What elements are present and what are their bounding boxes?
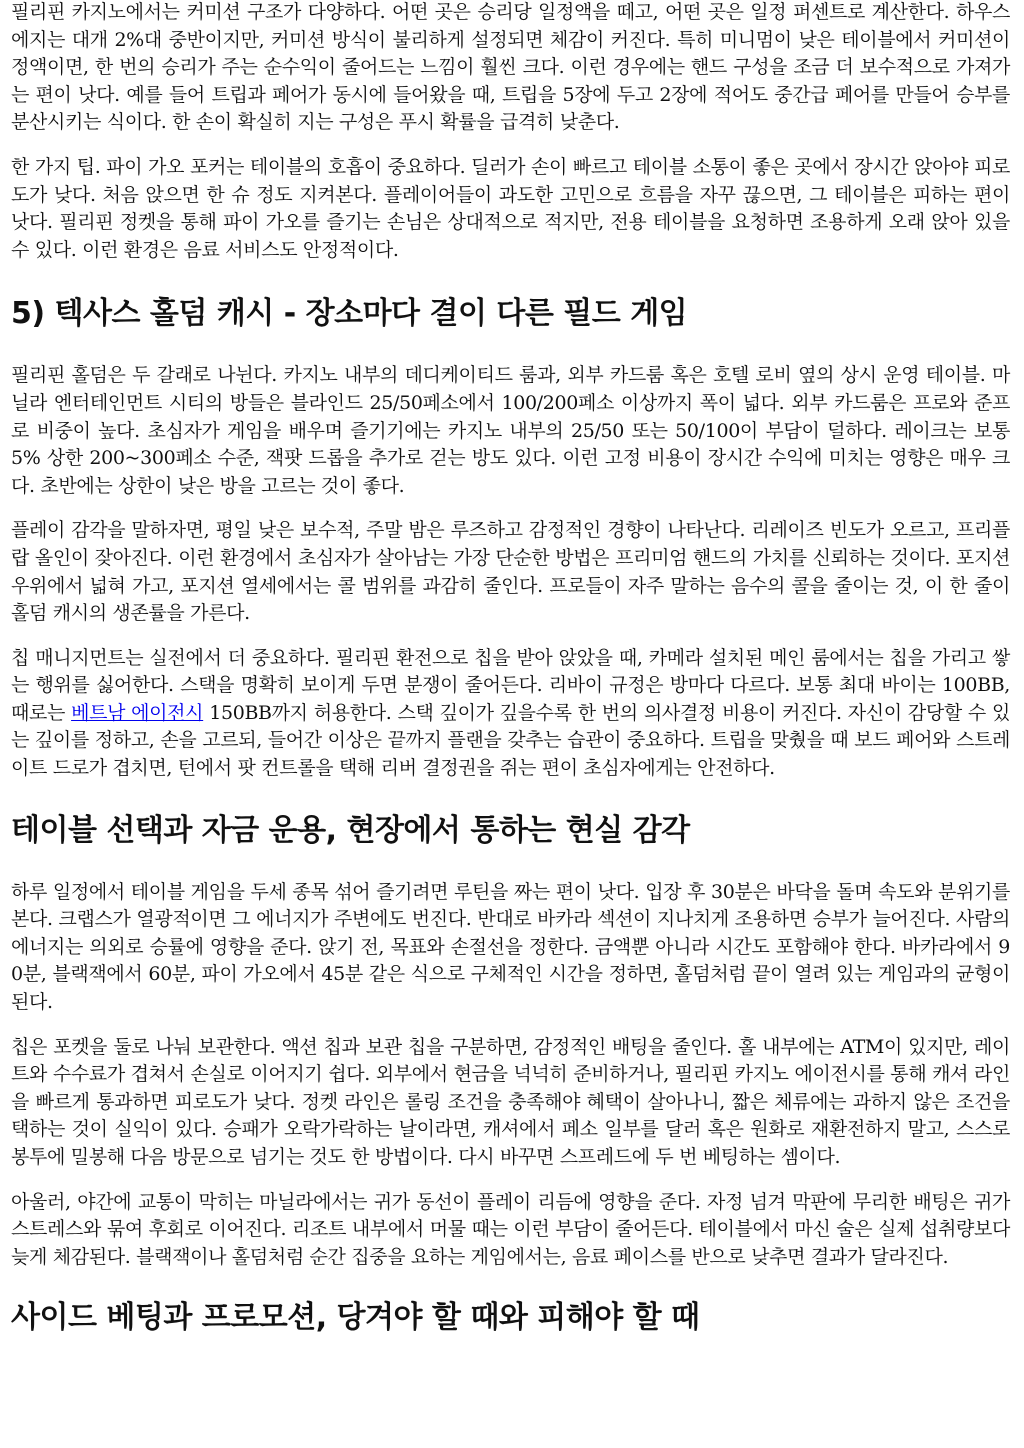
heading-side-betting: 사이드 베팅과 프로모션, 당겨야 할 때와 피해야 할 때: [11, 1300, 700, 1336]
paragraph-pai-gow-tip: 한 가지 팁. 파이 가오 포커는 테이블의 호흡이 중요하다. 딜러가 손이 빠르고 테이블 소통이 좋은 곳에서 장시간 앉아야 피로도가 낮다. 처음 앉으면 한 슈 정도 지켜본다. 플레이어들이 과도한 고민으로 흐름을 자꾸 끊으면, 그 테이블은 피하는 편이 낫다. 필리핀 정켓을 통해 파이 가오를 즐기는 손님은 상대적으로 적지만, 전용 테이블을 요청하면 조용하게 오래 앉아 있을 수 있다. 이런 환경은 음료 서비스도 안정적이다.: [11, 155, 1010, 261]
paragraph-daily-routine: 하루 일정에서 테이블 게임을 두세 종목 섞어 즐기려면 루틴을 짜는 편이 낫다. 입장 후 30분은 바닥을 돌며 속도와 분위기를 본다. 크랩스가 열광적이면 그 에너지가 주변에도 번진다. 반대로 바카라 섹션이 지나치게 조용하면 승부가 늘어진다. 사람의 에너지는 의외로 승률에 영향을 준다. 앉기 전, 목표와 손절선을 정한다. 금액뿐 아니라 시간도 포함해야 한다. 바카라에서 90분, 블랙잭에서 60분, 파이 가오에서 45분 같은 식으로 구체적인 시간을 정하면, 홀덤처럼 끝이 열려 있는 게임과의 균형이 된다.: [11, 880, 1010, 1014]
text-before-link: 칩 매니지먼트는 실전에서 더 중요하다. 필리핀 환전으로 칩을 받아 앉았을 때, 카메라 설치된 메인 룸에서는 칩을 가리고 쌓는 행위를 싫어한다. 스택을 명확히 보이게 두면 분쟁이 줄어든다. 리바이 규정은 방마다 다르다. 보통 최대 바이는 100BB, 때로는: [11, 646, 1010, 724]
paragraph-chip-storage: 칩은 포켓을 둘로 나눠 보관한다. 액션 칩과 보관 칩을 구분하면, 감정적인 배팅을 줄인다. 홀 내부에는 ATM이 있지만, 레이트와 수수료가 겹쳐서 손실로 이어지기 쉽다. 외부에서 현금을 넉넉히 준비하거나, 필리핀 카지노 에이전시를 통해 캐셔 라인을 빠르게 통과하면 피로도가 낮다. 정켓 라인은 롤링 조건을 충족해야 혜택이 살아나니, 짧은 체류에는 과하지 않은 조건을 택하는 것이 실익이 있다. 승패가 오락가락하는 날이라면, 캐셔에서 페소 일부를 달러 혹은 원화로 재환전하지 말고, 스스로 봉투에 밀봉해 다음 방문으로 넘기는 것도 한 방법이다. 다시 바꾸면 스프레드에 두 번 베팅하는 셈이다.: [11, 1035, 1010, 1168]
paragraph-commission: 필리핀 카지노에서는 커미션 구조가 다양하다. 어떤 곳은 승리당 일정액을 떼고, 어떤 곳은 일정 퍼센트로 계산한다. 하우스 에지는 대개 2%대 중반이지만, 커미션 방식이 불리하게 설정되면 체감이 커진다. 특히 미니멈이 낮은 테이블에서 커미션이 정액이면, 한 번의 승리가 주는 순수익이 줄어드는 느낌이 훨씬 크다. 이런 경우에는 핸드 구성을 조금 더 보수적으로 가져가는 편이 낫다. 예를 들어 트립과 페어가 동시에 들어왔을 때, 트립을 5장에 두고 2장에 적어도 중간급 페어를 만들어 승부를 분산시키는 식이다. 한 손이 확실히 지는 구성은 푸시 확률을 급격히 낮춘다.: [11, 1, 1010, 134]
paragraph-night-traffic: 아울러, 야간에 교통이 막히는 마닐라에서는 귀가 동선이 플레이 리듬에 영향을 준다. 자정 넘겨 막판에 무리한 배팅은 귀가 스트레스와 묶여 후회로 이어진다. 리조트 내부에서 머물 때는 이런 부담이 줄어든다. 테이블에서 마신 술은 실제 섭취량보다 늦게 체감된다. 블랙잭이나 홀덤처럼 순간 집중을 요하는 게임에서는, 음료 페이스를 반으로 낮추면 결과가 달라진다.: [11, 1190, 1010, 1268]
paragraph-chip-management: [11, 645, 1010, 783]
paragraph-play-feel: 플레이 감각을 말하자면, 평일 낮은 보수적, 주말 밤은 루즈하고 감정적인 경향이 나타난다. 리레이즈 빈도가 오르고, 프리플랍 올인이 잦아진다. 이런 환경에서 초심자가 살아남는 가장 단순한 방법은 프리미엄 핸드의 가치를 신뢰하는 것이다. 포지션 우위에서 넓혀 가고, 포지션 열세에서는 콜 범위를 과감히 줄인다. 프로들이 자주 말하는 음수의 콜을 줄이는 것, 이 한 줄이 홀덤 캐시의 생존률을 가른다.: [11, 519, 1010, 625]
paragraph-holdem-rooms: 필리핀 홀덤은 두 갈래로 나뉜다. 카지노 내부의 데디케이티드 룸과, 외부 카드룸 혹은 호텔 로비 옆의 상시 운영 테이블. 마닐라 엔터테인먼트 시티의 방들은 블라인드 25/50페소에서 100/200페소 이상까지 폭이 넓다. 외부 카드룸은 프로와 준프로 비중이 높다. 초심자가 게임을 배우며 즐기기에는 카지노 내부의 25/50 또는 50/100이 부담이 덜하다. 레이크는 보통 5% 상한 200~300페소 수준, 잭팟 드롭을 추가로 걷는 방도 있다. 이런 고정 비용이 장시간 수익에 미치는 영향은 매우 크다. 초반에는 상한이 낮은 방을 고르는 것이 좋다.: [11, 364, 1010, 497]
heading-table-selection: 테이블 선택과 자금 운용, 현장에서 통하는 현실 감각: [11, 812, 690, 848]
vietnam-agency-link[interactable]: 베트남 에이전시: [71, 701, 204, 724]
text-after-link: 150BB까지 허용한다. 스택 깊이가 깊을수록 한 번의 의사결정 비용이 커진다. 자신이 감당할 수 있는 깊이를 정하고, 손을 고르되, 들어간 이상은 끝까지 플랜을 갖추는 습관이 중요하다. 트립을 맞췄을 때 보드 페어와 스트레이트 드로가 겹치면, 턴에서 팟 컨트롤을 택해 리버 결정권을 쥐는 편이 초심자에게는 안전하다.: [11, 701, 1011, 780]
heading-texas-holdem: 5) 텍사스 홀덤 캐시 - 장소마다 결이 다른 필드 게임: [11, 296, 688, 332]
